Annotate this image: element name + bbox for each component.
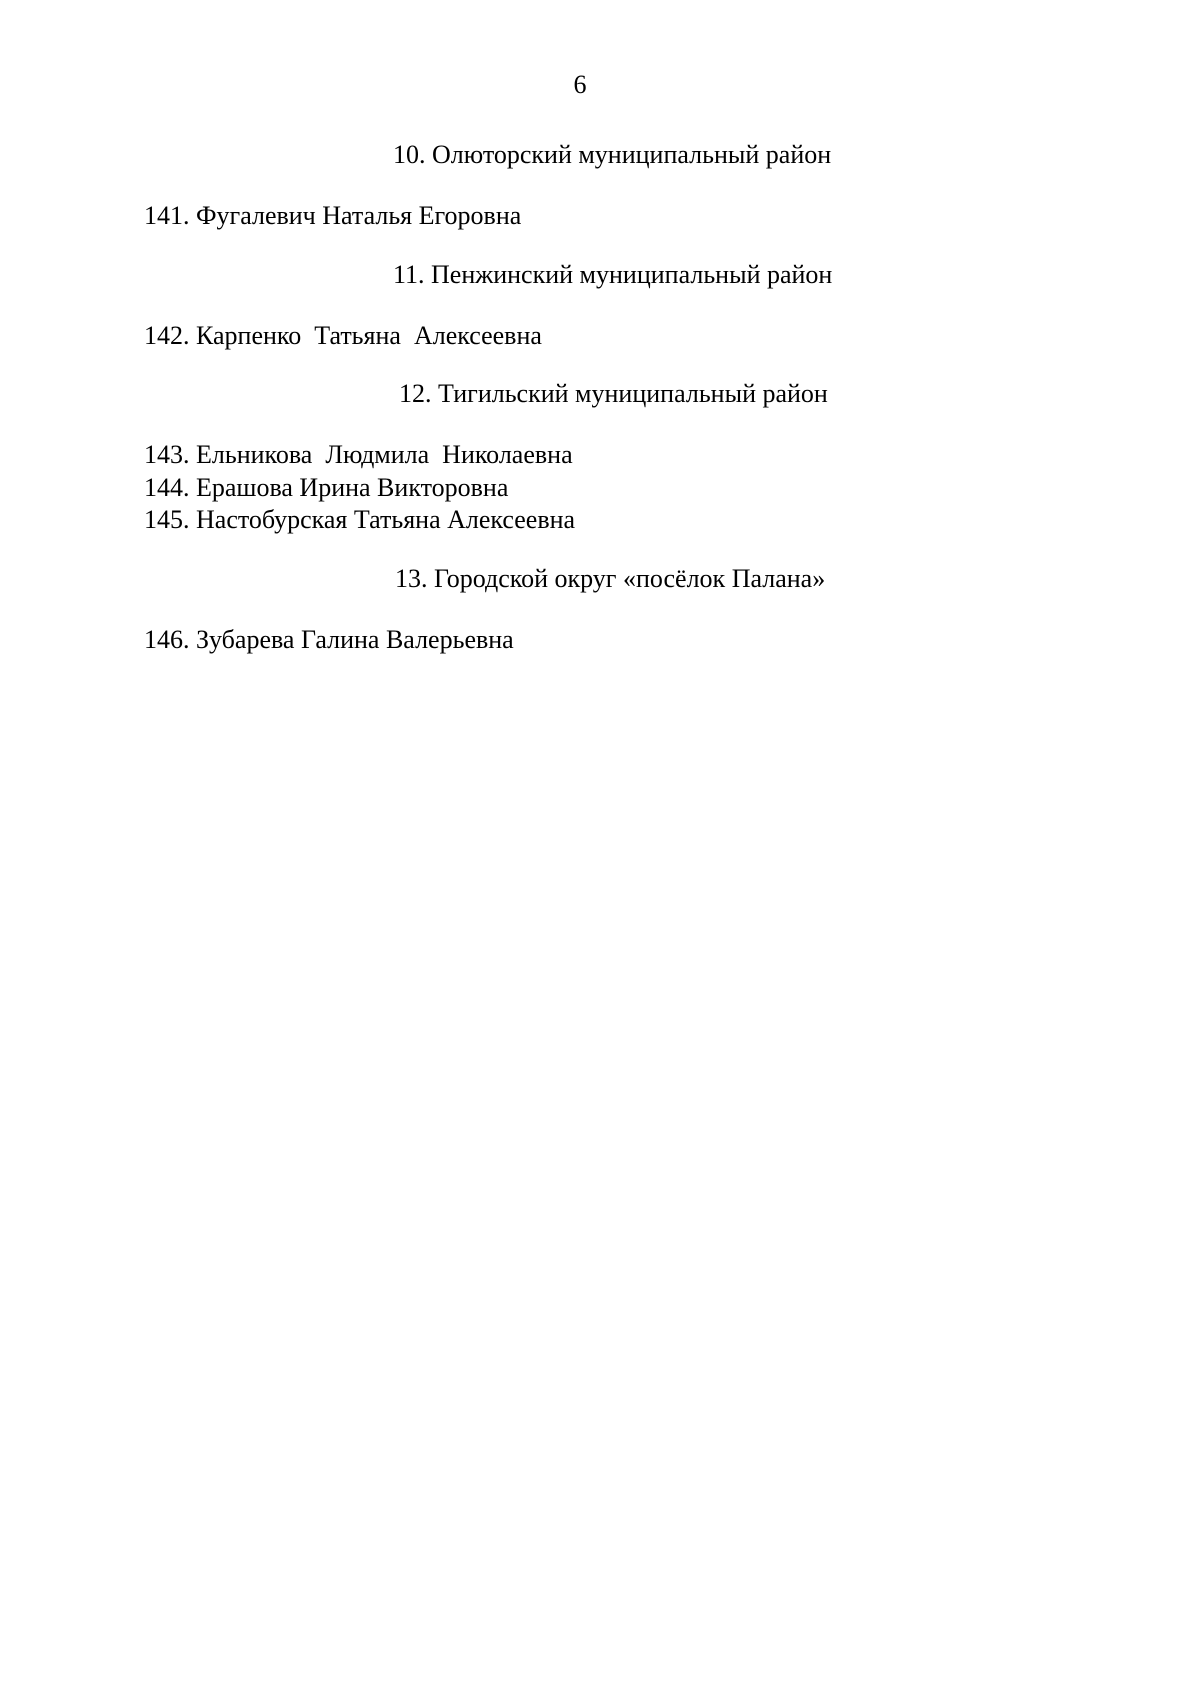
member-list	[0, 624, 1200, 657]
member-name: Ерашова Ирина Викторовна	[196, 472, 509, 502]
page-number: 6	[573, 70, 587, 99]
member-number: 141.	[144, 201, 190, 230]
member-name: Карпенко Татьяна Алексеевна	[196, 320, 542, 350]
member-name: Зубарева Галина Валерьевна	[196, 624, 514, 654]
member-list	[0, 320, 1200, 353]
member-number: 146.	[144, 624, 190, 654]
list-item	[0, 624, 1200, 657]
section-heading: 13. Городской округ «посёлок Палана»	[395, 563, 826, 593]
member-number: 144.	[144, 472, 190, 502]
list-item	[0, 320, 1200, 353]
section-palana	[0, 564, 1200, 657]
member-name: Ельникова Людмила Николаевна	[196, 440, 573, 469]
section-tigilsky	[0, 379, 1200, 537]
member-list	[0, 200, 1200, 233]
member-name: Настобурская Татьяна Алексеевна	[196, 505, 576, 534]
member-list	[0, 439, 1200, 537]
section-penzhinsky	[0, 260, 1200, 353]
member-number: 145.	[144, 505, 190, 534]
section-oliutorsky	[0, 140, 1200, 233]
section-list	[0, 140, 1200, 656]
section-heading: 10. Олюторский муниципальный район	[393, 140, 832, 169]
member-number: 142.	[144, 320, 190, 350]
list-item	[0, 439, 1200, 472]
section-heading: 11. Пенжинский муниципальный район	[393, 259, 833, 289]
list-item	[0, 472, 1200, 505]
member-number: 143.	[144, 440, 190, 469]
list-item	[0, 200, 1200, 233]
list-item	[0, 504, 1200, 537]
member-name: Фугалевич Наталья Егоровна	[196, 201, 522, 230]
section-heading: 12. Тигильский муниципальный район	[399, 379, 828, 408]
